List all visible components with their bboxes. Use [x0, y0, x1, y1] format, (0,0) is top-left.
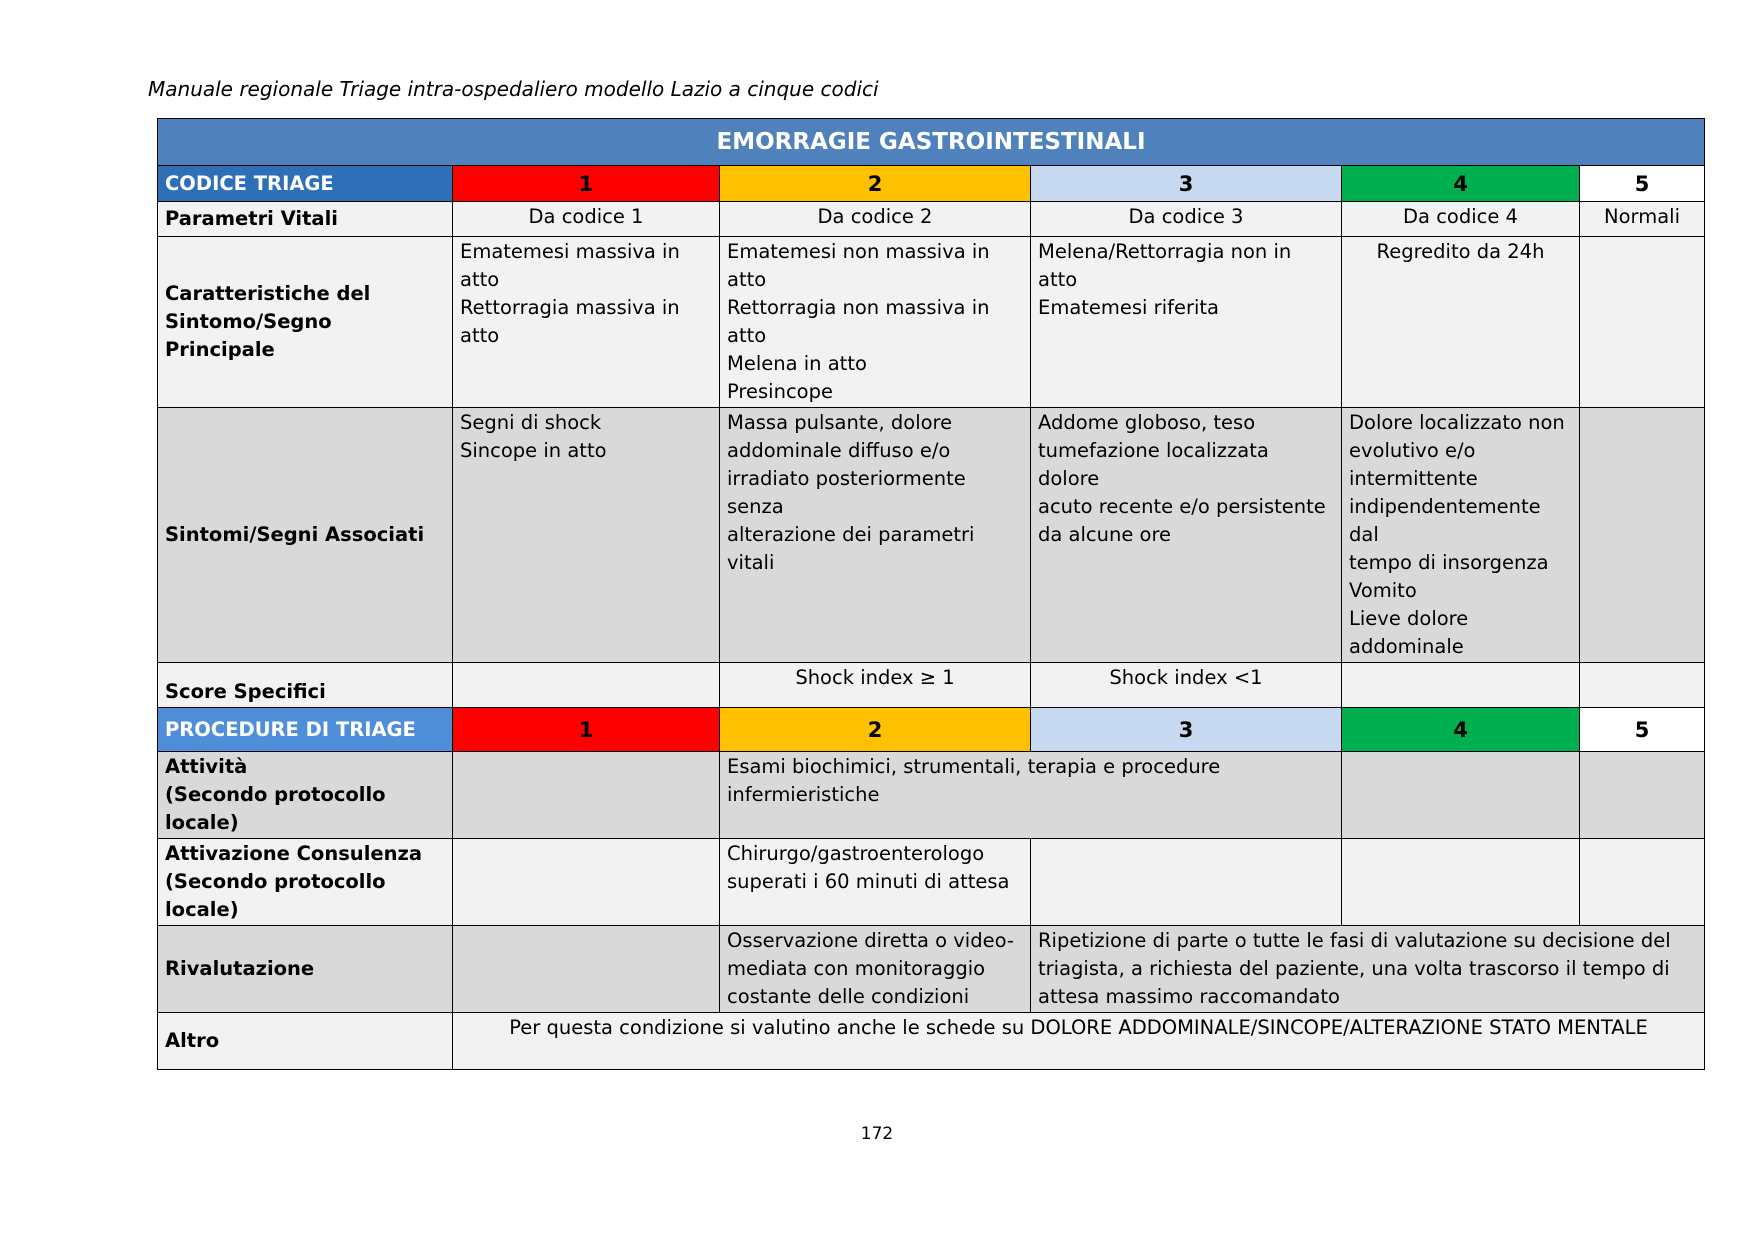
consulenza-c3	[1031, 839, 1342, 926]
parametri-c5: Normali	[1580, 202, 1705, 237]
list-item: alterazione dei parametri vitali	[727, 523, 975, 574]
consulenza-c1	[453, 839, 720, 926]
list-item: Ematemesi non massiva in atto	[727, 240, 990, 291]
sintomi-associati-row	[158, 408, 1705, 663]
score-c5	[1580, 663, 1705, 708]
parametri-c1: Da codice 1	[453, 202, 720, 237]
code-4-cell: 4	[1342, 166, 1580, 202]
associati-c5	[1580, 408, 1705, 663]
attivita-label-line1: Attività	[165, 755, 248, 778]
list-item: addominale	[1349, 635, 1464, 658]
list-item: mediata con monitoraggio	[727, 957, 986, 980]
list-item: acuto recente e/o persistente	[1038, 495, 1326, 518]
list-item: Chirurgo/gastroenterologo	[727, 842, 985, 865]
list-item: Esami biochimici, strumentali, terapia e procedure	[727, 755, 1221, 778]
list-item: attesa massimo raccomandato	[1038, 985, 1340, 1008]
list-item: addominale diffuso e/o	[727, 439, 951, 462]
list-item: superati i 60 minuti di attesa	[727, 870, 1010, 893]
list-item: Ripetizione di parte o tutte le fasi di valutazione su decisione del	[1038, 929, 1671, 952]
triage-table	[157, 118, 1705, 1070]
list-item: evolutivo e/o	[1349, 439, 1476, 462]
score-c2: Shock index ≥ 1	[720, 663, 1031, 708]
consulenza-label	[158, 839, 453, 926]
list-item: da alcune ore	[1038, 523, 1172, 546]
list-item: intermittente	[1349, 467, 1478, 490]
altro-text: Per questa condizione si valutino anche le schede su DOLORE ADDOMINALE/SINCOPE/ALTERAZIONE STATO MENTALE	[453, 1013, 1705, 1070]
attivita-c4	[1342, 752, 1580, 839]
table-title: EMORRAGIE GASTROINTESTINALI	[158, 119, 1705, 166]
code-1-cell: 1	[453, 166, 720, 202]
list-item: Osservazione diretta o video-	[727, 929, 1014, 952]
associati-c3	[1031, 408, 1342, 663]
list-item: triagista, a richiesta del paziente, una volta trascorso il tempo di	[1038, 957, 1670, 980]
caratteristiche-c5	[1580, 237, 1705, 408]
list-item: Addome globoso, teso	[1038, 411, 1256, 434]
consulenza-label-line1: Attivazione Consulenza	[165, 842, 422, 865]
list-item: Massa pulsante, dolore	[727, 411, 953, 434]
proc-code-2-cell: 2	[720, 708, 1031, 752]
list-item: Segni di shock	[460, 411, 602, 434]
title-row	[158, 119, 1705, 166]
list-item: Ematemesi riferita	[1038, 296, 1220, 319]
code-2-cell: 2	[720, 166, 1031, 202]
document-header: Manuale regionale Triage intra-ospedaliero modello Lazio a cinque codici	[148, 77, 879, 101]
list-item: Ematemesi massiva in atto	[460, 240, 680, 291]
associati-c1	[453, 408, 720, 663]
caratteristiche-label-line1: Caratteristiche del	[165, 282, 371, 305]
list-item: Vomito	[1349, 579, 1417, 602]
rivalutazione-c1	[453, 926, 720, 1013]
caratteristiche-label	[158, 237, 453, 408]
caratteristiche-label-line2: Sintomo/Segno Principale	[165, 310, 332, 361]
attivita-row	[158, 752, 1705, 839]
parametri-vitali-row	[158, 202, 1705, 237]
list-item: Presincope	[727, 380, 833, 403]
score-c1	[453, 663, 720, 708]
consulenza-row	[158, 839, 1705, 926]
consulenza-c5	[1580, 839, 1705, 926]
parametri-c2: Da codice 2	[720, 202, 1031, 237]
associati-c2	[720, 408, 1031, 663]
score-specifici-row	[158, 663, 1705, 708]
altro-row	[158, 1013, 1705, 1070]
codice-triage-row	[158, 166, 1705, 202]
list-item: infermieristiche	[727, 783, 880, 806]
page-number: 172	[860, 1124, 894, 1144]
proc-code-1-cell: 1	[453, 708, 720, 752]
attivita-c5	[1580, 752, 1705, 839]
rivalutazione-c3-c5	[1031, 926, 1705, 1013]
score-c3: Shock index <1	[1031, 663, 1342, 708]
list-item: Rettorragia non massiva in atto	[727, 296, 990, 347]
parametri-vitali-label: Parametri Vitali	[158, 202, 453, 237]
list-item: costante delle condizioni	[727, 985, 970, 1008]
list-item: tempo di insorgenza	[1349, 551, 1549, 574]
list-item: Sincope in atto	[460, 439, 607, 462]
attivita-c1	[453, 752, 720, 839]
rivalutazione-c2	[720, 926, 1031, 1013]
proc-code-3-cell: 3	[1031, 708, 1342, 752]
procedure-triage-row	[158, 708, 1705, 752]
altro-label: Altro	[158, 1013, 453, 1070]
attivita-label-line2: (Secondo protocollo locale)	[165, 783, 386, 834]
proc-code-4-cell: 4	[1342, 708, 1580, 752]
list-item: Regredito da 24h	[1376, 240, 1545, 263]
attivita-c2-c3	[720, 752, 1342, 839]
score-specifici-label: Score Specifici	[158, 663, 453, 708]
list-item: indipendentemente dal	[1349, 495, 1541, 546]
list-item: Dolore localizzato non	[1349, 411, 1565, 434]
consulenza-label-line2: (Secondo protocollo locale)	[165, 870, 386, 921]
caratteristiche-row	[158, 237, 1705, 408]
code-5-cell: 5	[1580, 166, 1705, 202]
rivalutazione-label: Rivalutazione	[158, 926, 453, 1013]
codice-triage-label: CODICE TRIAGE	[158, 166, 453, 202]
sintomi-associati-label: Sintomi/Segni Associati	[158, 408, 453, 663]
parametri-c4: Da codice 4	[1342, 202, 1580, 237]
procedure-triage-label: PROCEDURE DI TRIAGE	[158, 708, 453, 752]
proc-code-5-cell: 5	[1580, 708, 1705, 752]
list-item: Melena in atto	[727, 352, 867, 375]
list-item: Lieve dolore	[1349, 607, 1469, 630]
caratteristiche-c1	[453, 237, 720, 408]
list-item: irradiato posteriormente senza	[727, 467, 966, 518]
rivalutazione-row	[158, 926, 1705, 1013]
list-item: Melena/Rettorragia non in atto	[1038, 240, 1292, 291]
caratteristiche-c2	[720, 237, 1031, 408]
caratteristiche-c4	[1342, 237, 1580, 408]
list-item: tumefazione localizzata dolore	[1038, 439, 1269, 490]
attivita-label	[158, 752, 453, 839]
score-c4	[1342, 663, 1580, 708]
code-3-cell: 3	[1031, 166, 1342, 202]
parametri-c3: Da codice 3	[1031, 202, 1342, 237]
consulenza-c2	[720, 839, 1031, 926]
list-item: Rettorragia massiva in atto	[460, 296, 680, 347]
associati-c4	[1342, 408, 1580, 663]
consulenza-c4	[1342, 839, 1580, 926]
caratteristiche-c3	[1031, 237, 1342, 408]
